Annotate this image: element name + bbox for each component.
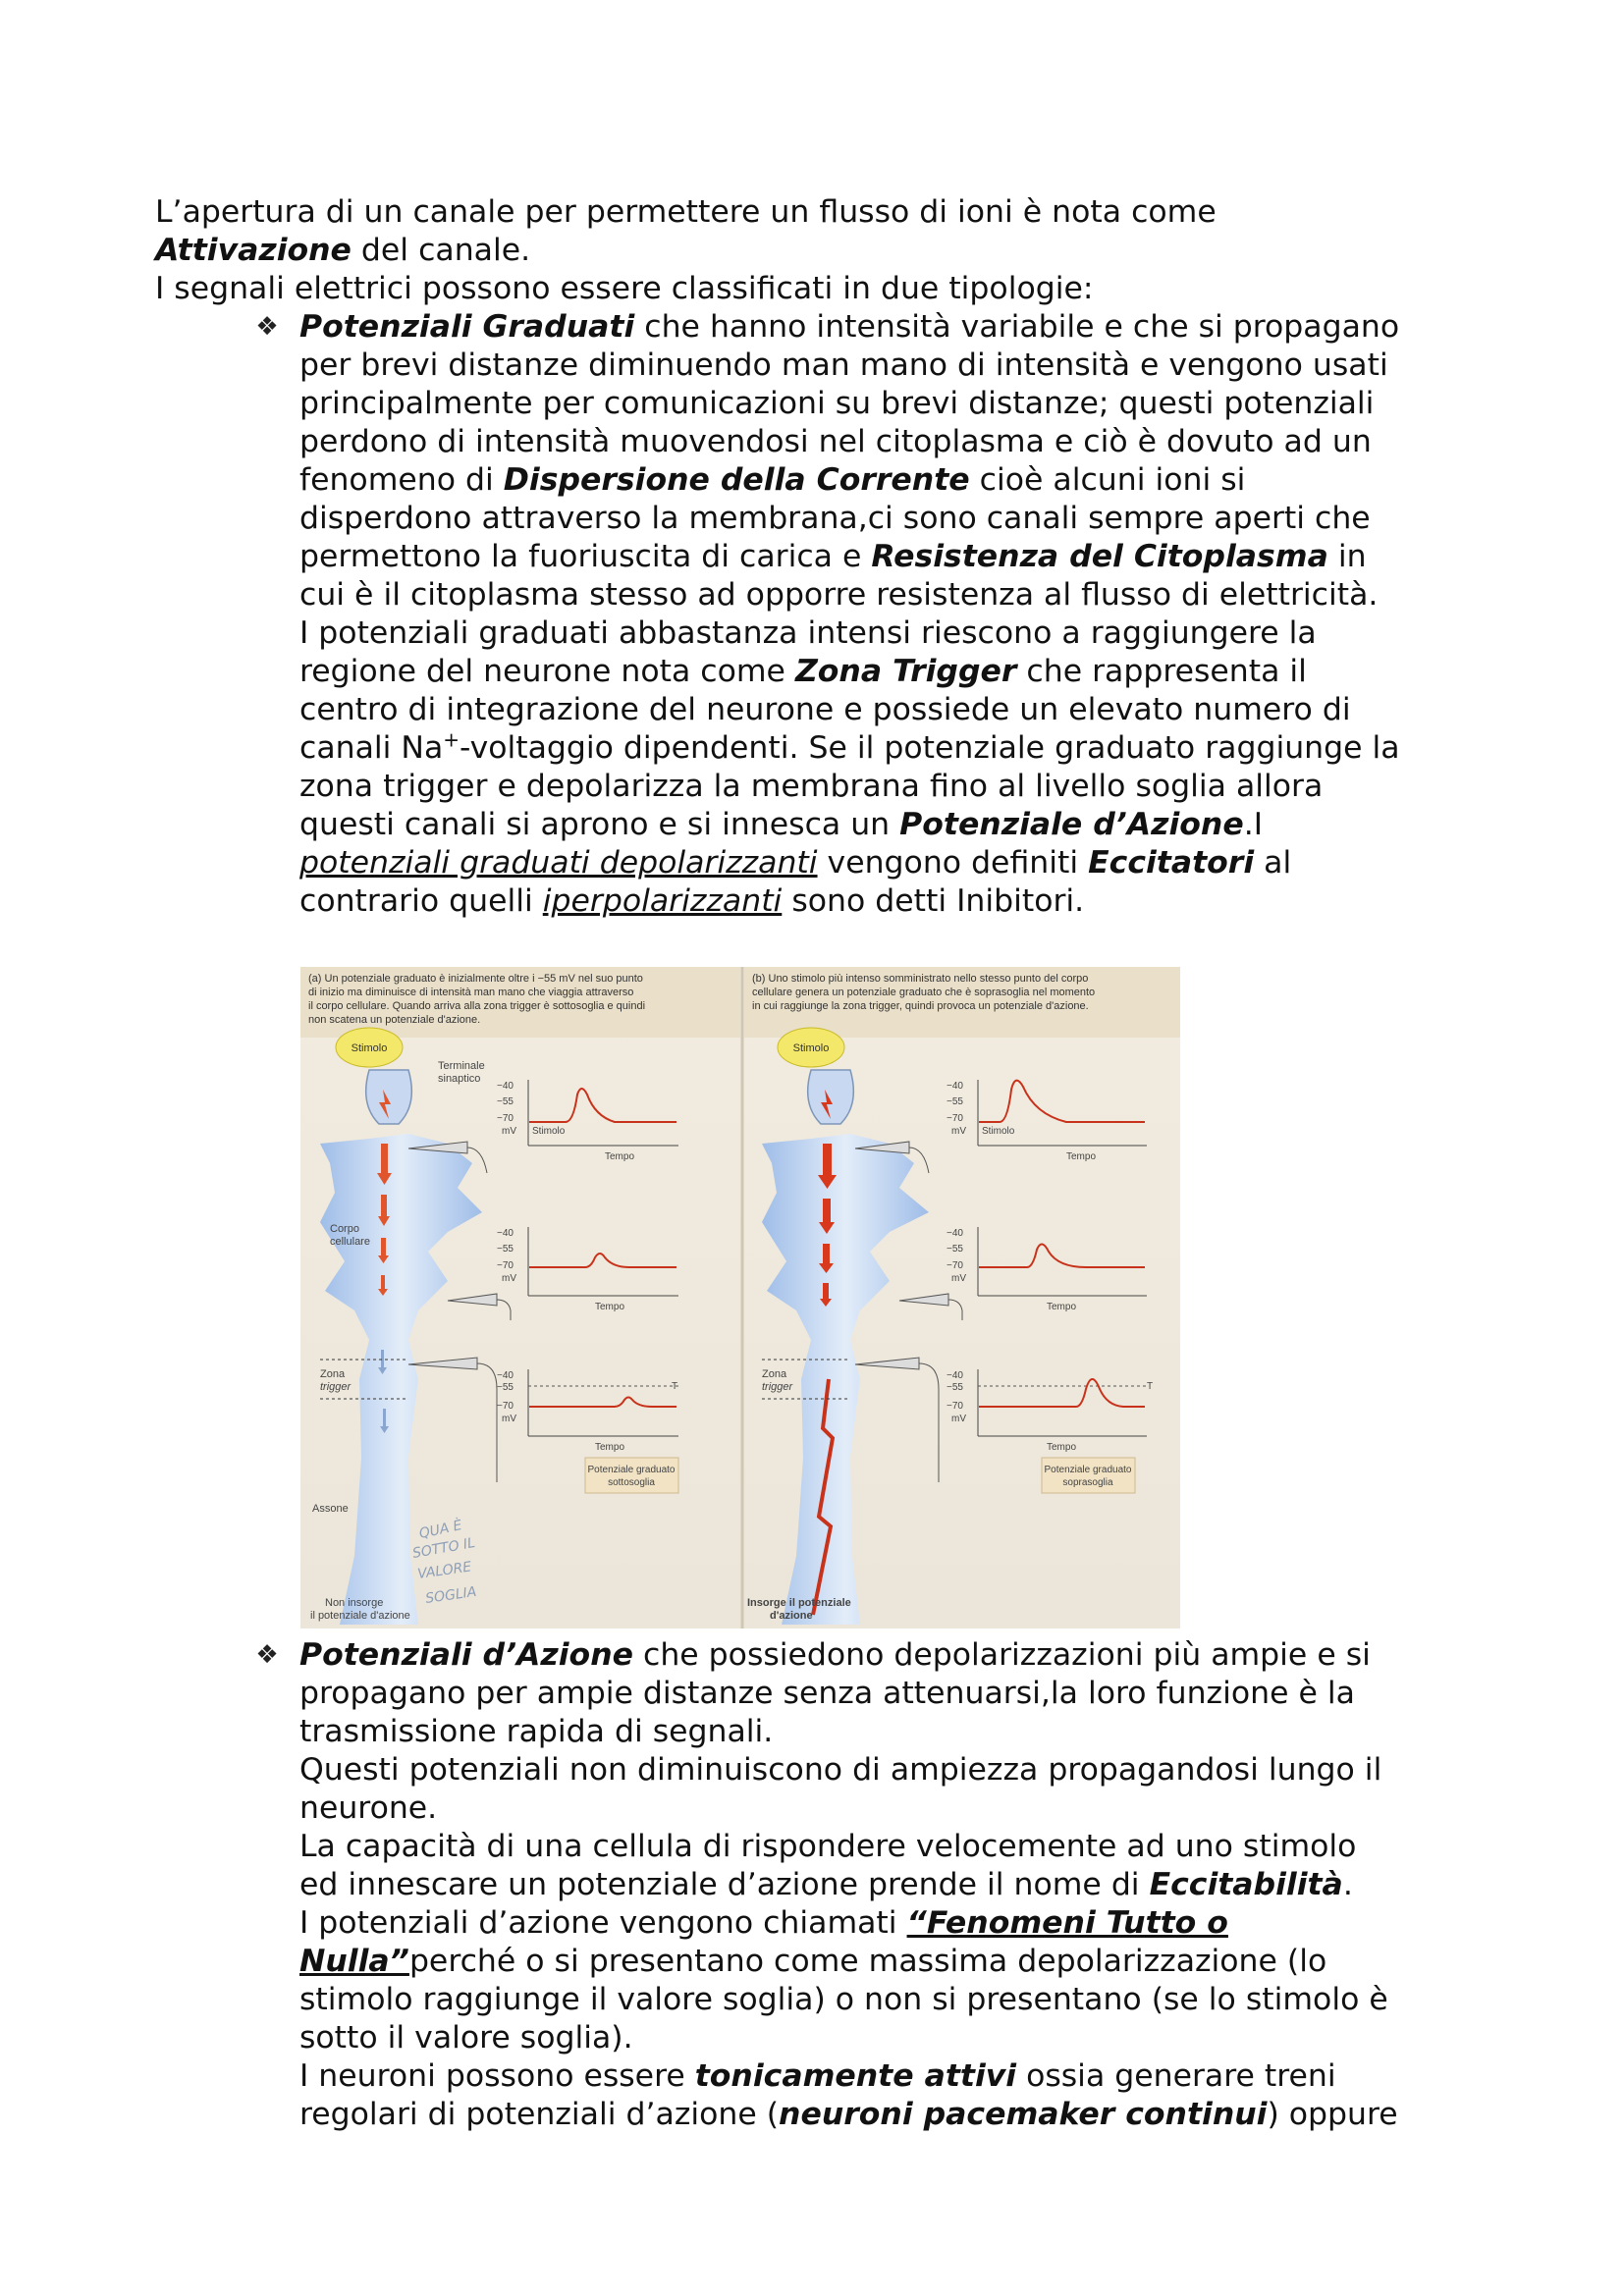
axon-label: Assone (312, 1503, 349, 1515)
trigger-label: Zona (320, 1368, 346, 1380)
y-tick: −40 (497, 1228, 514, 1239)
intro-paragraph (155, 193, 1217, 308)
text-run: . (1342, 1867, 1353, 1902)
list-line: per brevi distanze diminuendo man mano di intensità e vengono usati (299, 347, 1388, 383)
list-line: propagano per ampie distanze senza attenuarsi,la loro funzione è la (299, 1676, 1355, 1711)
caption-line: il corpo cellulare. Quando arriva alla zona trigger è sottosoglia e quindi (308, 1000, 646, 1012)
arrow-mark (823, 1244, 830, 1263)
caption-line: (a) Un potenziale graduato è inizialmente oltre i −55 mV nel suo punto (308, 973, 643, 985)
box-text: Potenziale graduato (1044, 1465, 1132, 1475)
text-run: vengono definiti (817, 845, 1089, 881)
list-line: principalmente per comunicazioni su brevi distanze; questi potenziali (299, 386, 1375, 421)
intro-line: L’apertura di un canale per permettere un flusso di ioni è nota come (155, 194, 1217, 230)
stim-marker-label: Stimolo (532, 1126, 566, 1137)
list-line (299, 844, 1400, 882)
arrow-mark (381, 1238, 386, 1255)
y-tick: −55 (497, 1382, 514, 1393)
text-run: al (1254, 845, 1292, 881)
trigger-label: trigger (320, 1381, 352, 1393)
text-run: regione del neurone nota come (299, 654, 795, 689)
threshold-label: T (1147, 1381, 1154, 1392)
text-run: che hanno intensità variabile e che si propagano (634, 309, 1400, 345)
text-run: ossia generare treni (1016, 2058, 1336, 2094)
handwriting-line: SOTTO IL (410, 1534, 477, 1562)
handwriting-line: QUA È (417, 1518, 464, 1542)
x-label: Tempo (1047, 1302, 1077, 1312)
arrow-mark (381, 1195, 387, 1216)
term-potenziali-graduati: Potenziali Graduati (299, 309, 635, 345)
term-eccitatori: Eccitatori (1088, 845, 1255, 881)
terminal-label: Terminale (438, 1060, 485, 1072)
y-tick: −55 (497, 1244, 514, 1255)
graded-potential-figure (300, 967, 1180, 1629)
text-run: -voltaggio dipendenti. Se il potenziale graduato raggiunge la (460, 730, 1400, 766)
x-label: Tempo (1066, 1151, 1097, 1162)
term-attivazione: Attivazione (155, 233, 352, 268)
list-line: stimolo raggiunge il valore soglia) o non si presentano (se lo stimolo è (299, 1982, 1388, 2017)
term-resistenza: Resistenza del Citoplasma (871, 539, 1328, 574)
y-tick: −40 (947, 1081, 963, 1092)
list-line (299, 308, 1400, 347)
y-tick: −40 (497, 1081, 514, 1092)
arrow-mark (381, 1275, 385, 1289)
y-unit: mV (502, 1414, 516, 1424)
bullet-diamond-icon: ❖ (255, 312, 279, 342)
list-line (299, 538, 1400, 576)
text-run: sono detti Inibitori. (782, 883, 1085, 919)
arrow-mark (823, 1144, 832, 1175)
term-iperpolarizzanti: iperpolarizzanti (542, 883, 783, 919)
y-unit: mV (951, 1414, 966, 1424)
list-line (299, 2057, 1398, 2096)
arrow-mark (381, 1144, 388, 1173)
y-tick: −70 (497, 1401, 514, 1412)
ap-label: d'azione (770, 1610, 813, 1622)
y-tick: −40 (497, 1370, 514, 1381)
y-tick: −40 (947, 1370, 963, 1381)
y-tick: −70 (497, 1260, 514, 1271)
text-run: questi canali si aprono e si innesca un (299, 807, 900, 842)
list-line (299, 461, 1400, 500)
arrow-mark (823, 1283, 829, 1299)
list-line: neurone. (299, 1790, 438, 1826)
box-text: sottosoglia (608, 1477, 655, 1488)
trigger-label: Zona (762, 1368, 787, 1380)
y-tick: −55 (947, 1244, 963, 1255)
list-line (299, 2096, 1398, 2134)
ap-label: Insorge il potenziale (747, 1597, 851, 1609)
list-line: trasmissione rapida di segnali. (299, 1714, 774, 1749)
y-tick: −40 (947, 1228, 963, 1239)
text-run: .I (1243, 807, 1264, 842)
y-tick: −70 (947, 1113, 963, 1124)
arrow-mark (823, 1199, 831, 1222)
y-tick: −70 (497, 1113, 514, 1124)
text-run: cioè alcuni ioni si (969, 462, 1246, 498)
caption-line: non scatena un potenziale d'azione. (308, 1014, 481, 1026)
box-text: Potenziale graduato (587, 1465, 676, 1475)
list-line (299, 1866, 1398, 1904)
text-run: permettono la fuoriuscita di carica e (299, 539, 872, 574)
term-eccitabilita: Eccitabilità (1149, 1867, 1343, 1902)
superscript: + (443, 727, 460, 752)
caption-b (752, 973, 1095, 1012)
x-label: Tempo (595, 1302, 625, 1312)
text-run: canali Na (299, 730, 444, 766)
stimulus-label: Stimolo (792, 1042, 830, 1054)
text-run: fenomeno di (299, 462, 504, 498)
no-ap-label: il potenziale d'azione (310, 1610, 410, 1622)
y-unit: mV (951, 1126, 966, 1137)
y-tick: −55 (947, 1096, 963, 1107)
y-unit: mV (502, 1126, 516, 1137)
text-run: che rappresenta il (1016, 654, 1307, 689)
cell-body-label: Corpo (330, 1223, 359, 1235)
term-tonicamente-attivi: tonicamente attivi (694, 2058, 1017, 2094)
list-line: La capacità di una cellula di rispondere velocemente ad uno stimolo (299, 1829, 1357, 1864)
text-run: perché o si presentano come massima depolarizzazione (lo (408, 1944, 1327, 1979)
list-line: sotto il valore soglia). (299, 2020, 633, 2056)
list-line (299, 729, 1400, 768)
term-tutto-o-nulla: “Fenomeni Tutto o (906, 1905, 1228, 1941)
term-tutto-o-nulla: Nulla” (299, 1944, 409, 1979)
handwriting-line: SOGLIA (424, 1583, 478, 1607)
intro-line (155, 232, 1217, 270)
list-line: I potenziali graduati abbastanza intensi riescono a raggiungere la (299, 615, 1317, 651)
text-run: in (1327, 539, 1367, 574)
list-line: perdono di intensità muovendosi nel citoplasma e ciò è dovuto ad un (299, 424, 1372, 459)
list-line (299, 1943, 1398, 1981)
text-run: contrario quelli (299, 883, 543, 919)
x-label: Tempo (595, 1442, 625, 1453)
term-potenziali-azione: Potenziali d’Azione (299, 1637, 633, 1673)
intro-line: I segnali elettrici possono essere classificati in due tipologie: (155, 271, 1094, 306)
list-line: zona trigger e depolarizza la membrana fino al livello soglia allora (299, 769, 1324, 804)
y-unit: mV (502, 1273, 516, 1284)
list-line (299, 806, 1400, 844)
text-run: regolari di potenziali d’azione ( (299, 2097, 780, 2132)
x-label: Tempo (605, 1151, 635, 1162)
synaptic-terminal-shape (366, 1070, 412, 1124)
text-run: ) oppure (1267, 2097, 1398, 2132)
list-line: cui è il citoplasma stesso ad opporre resistenza al flusso di elettricità. (299, 577, 1379, 613)
list-line (299, 1904, 1398, 1943)
y-unit: mV (951, 1273, 966, 1284)
y-tick: −55 (947, 1382, 963, 1393)
list-line: centro di integrazione del neurone e possiede un elevato numero di (299, 692, 1351, 727)
x-label: Tempo (1047, 1442, 1077, 1453)
caption-line: in cui raggiunge la zona trigger, quindi provoca un potenziale d'azione. (752, 1000, 1089, 1012)
caption-line: cellulare genera un potenziale graduato che è soprasoglia nel momento (752, 987, 1096, 998)
bullet-potenziali-graduati (299, 308, 1400, 921)
handwriting-line: VALORE (416, 1559, 473, 1582)
trigger-label: trigger (762, 1381, 793, 1393)
text-run: ed innescare un potenziale d’azione prende il nome di (299, 1867, 1150, 1902)
term-depolarizzanti: potenziali graduati depolarizzanti (299, 845, 818, 881)
text-run: del canale. (351, 233, 531, 268)
term-zona-trigger: Zona Trigger (794, 654, 1017, 689)
no-ap-label: Non insorge (325, 1597, 384, 1609)
list-line (299, 882, 1400, 921)
terminal-label: sinaptico (438, 1073, 481, 1085)
term-dispersione: Dispersione della Corrente (503, 462, 970, 498)
y-tick: −70 (947, 1401, 963, 1412)
text-run: I potenziali d’azione vengono chiamati (299, 1905, 907, 1941)
text-run: che possiedono depolarizzazioni più ampie e si (632, 1637, 1371, 1673)
list-line (299, 653, 1400, 691)
box-text: soprasoglia (1062, 1477, 1113, 1488)
term-potenziale-azione: Potenziale d’Azione (899, 807, 1244, 842)
stimulus-label: Stimolo (351, 1042, 388, 1054)
term-pacemaker-continui: neuroni pacemaker continui (779, 2097, 1268, 2132)
bullet-diamond-icon: ❖ (255, 1640, 279, 1670)
list-line: Questi potenziali non diminuiscono di ampiezza propagandosi lungo il (299, 1752, 1382, 1788)
y-tick: −55 (497, 1096, 514, 1107)
caption-line: di inizio ma diminuisce di intensità man mano che viaggia attraverso (308, 987, 634, 998)
text-run: I neuroni possono essere (299, 2058, 695, 2094)
list-line (299, 1636, 1398, 1675)
arrow-mark (383, 1409, 386, 1426)
synaptic-terminal-shape (808, 1070, 854, 1124)
cell-body-label: cellulare (330, 1236, 370, 1248)
bullet-potenziali-azione (299, 1636, 1398, 2134)
caption-line: (b) Uno stimolo più intenso somministrato nello stesso punto del corpo (752, 973, 1089, 985)
threshold-label: T (672, 1381, 678, 1392)
y-tick: −70 (947, 1260, 963, 1271)
stim-marker-label: Stimolo (982, 1126, 1015, 1137)
arrow-mark (381, 1350, 384, 1367)
list-line: disperdono attraverso la membrana,ci sono canali sempre aperti che (299, 501, 1371, 536)
